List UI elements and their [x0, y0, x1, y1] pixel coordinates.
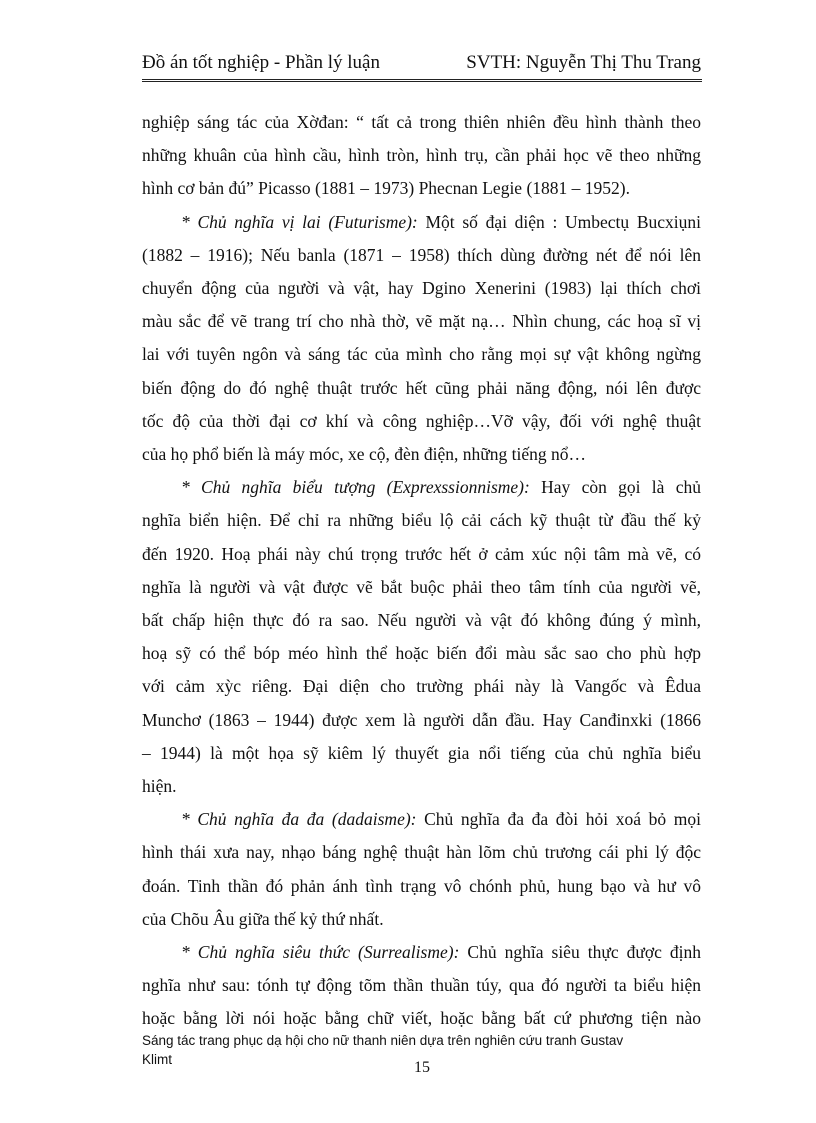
body-line: hoặc bằng lời nói hoặc bằng chữ viết, hoặc bằng bất cứ phương tiện nào: [142, 1008, 701, 1029]
body-text: [142, 106, 701, 1036]
body-line-rest: Hay còn gọi là chủ: [529, 477, 702, 498]
body-line: đoán. Tinh thần đó phản ánh tình trạng vô chónh phủ, hung bạo và hư vô: [142, 875, 701, 896]
page-header: [142, 50, 701, 80]
body-line-rest: Một số đại diện : Umbectụ Bucxiụni: [417, 211, 702, 232]
body-line: với cảm xỳc riêng. Đại diện cho trường phái này là Vangốc và Êdua: [142, 676, 701, 697]
section-dadaisme: [142, 803, 701, 836]
body-line: – 1944) là một họa sỹ kiêm lý thuyết gia nổi tiếng của chủ nghĩa biểu: [142, 742, 701, 763]
body-line: nghĩa là người và vật được vẽ bắt buộc phải theo tâm tính của người vẽ,: [142, 576, 701, 597]
header-author: SVTH: Nguyễn Thị Thu Trang: [466, 52, 701, 73]
footer-title-continued: Klimt: [142, 1052, 172, 1067]
body-line: của Chõu Âu giữa thế kỷ thứ nhất.: [142, 908, 384, 929]
section-futurisme: [142, 206, 701, 239]
footer-title: Sáng tác trang phục dạ hội cho nữ thanh niên dựa trên nghiên cứu tranh Gustav: [142, 1033, 624, 1048]
body-line: màu sắc để vẽ trang trí cho nhà thờ, vẽ mặt nạ… Nhìn chung, các hoạ sĩ vị: [142, 311, 701, 332]
term-futurisme: * Chủ nghĩa vị lai (Futurisme):: [181, 211, 418, 232]
body-line: của họ phổ biến là máy móc, xe cộ, đèn điện, những tiếng nổ…: [142, 444, 586, 465]
body-line: hoạ sỹ có thể bóp méo hình thể hoặc biến đổi màu sắc sao cho phù hợp: [142, 643, 701, 664]
body-line: tốc độ của thời đại cơ khí và công nghiệp…Vỡ vậy, đối với nghệ thuật: [142, 410, 701, 431]
body-line: hình thái xưa nay, nhạo báng nghệ thuật hàn lõm chủ trương cái phi lý độc: [142, 842, 701, 863]
body-line: hiện.: [142, 776, 177, 797]
term-expressionnisme: * Chủ nghĩa biểu tượng (Exprexssionnisme):: [181, 477, 530, 498]
body-line: (1882 – 1916); Nếu banla (1871 – 1958) thích dùng đường nét để nói lên: [142, 244, 701, 265]
body-line: bất chấp hiện thực đó ra sao. Nếu người và vật đó không đúng ý mình,: [142, 610, 701, 631]
body-line: nghiệp sáng tác của Xờđan: “ tất cả trong thiên nhiên đều hình thành theo: [142, 112, 701, 132]
body-line: nghĩa như sau: tónh tự động tõm thần thuần túy, qua đó người ta biểu hiện: [142, 975, 701, 996]
section-expressionnisme: [142, 471, 701, 504]
term-dadaisme: * Chủ nghĩa đa đa (dadaisme):: [181, 809, 417, 830]
page-number: 15: [414, 1059, 430, 1076]
body-line: đến 1920. Hoạ phái này chú trọng trước hết ở cảm xúc nội tâm mà vẽ, có: [142, 543, 701, 564]
body-line: biến động do đó nghệ thuật trước hết cũng phải năng động, nói lên được: [142, 377, 701, 398]
body-line: hình cơ bản đú” Picasso (1881 – 1973) Phecnan Legie (1881 – 1952).: [142, 178, 630, 199]
header-divider: [142, 79, 702, 82]
body-line: lai với tuyên ngôn và sáng tác của mình cho rằng mọi sự vật không ngừng: [142, 344, 701, 365]
header-title: Đồ án tốt nghiệp - Phần lý luận: [142, 52, 380, 73]
term-surrealisme: * Chủ nghĩa siêu thức (Surrealisme):: [181, 942, 460, 963]
body-line: Munchơ (1863 – 1944) được xem là người dẫn đầu. Hay Canđinxki (1866: [142, 709, 701, 730]
section-surrealisme: [142, 936, 701, 969]
body-line-rest: Chủ nghĩa siêu thực được định: [459, 942, 701, 963]
body-line: nghĩa biển hiện. Để chỉ ra những biểu lộ cải cách kỹ thuật từ đầu thế kỷ: [142, 510, 701, 531]
body-line-rest: Chủ nghĩa đa đa đòi hỏi xoá bỏ mọi: [416, 809, 701, 830]
body-line: những khuân của hình cầu, hình tròn, hình trụ, cần phải học vẽ theo những: [142, 145, 701, 166]
body-line: chuyển động của người và vật, hay Dgino Xenerini (1983) lại thích chơi: [142, 278, 701, 299]
